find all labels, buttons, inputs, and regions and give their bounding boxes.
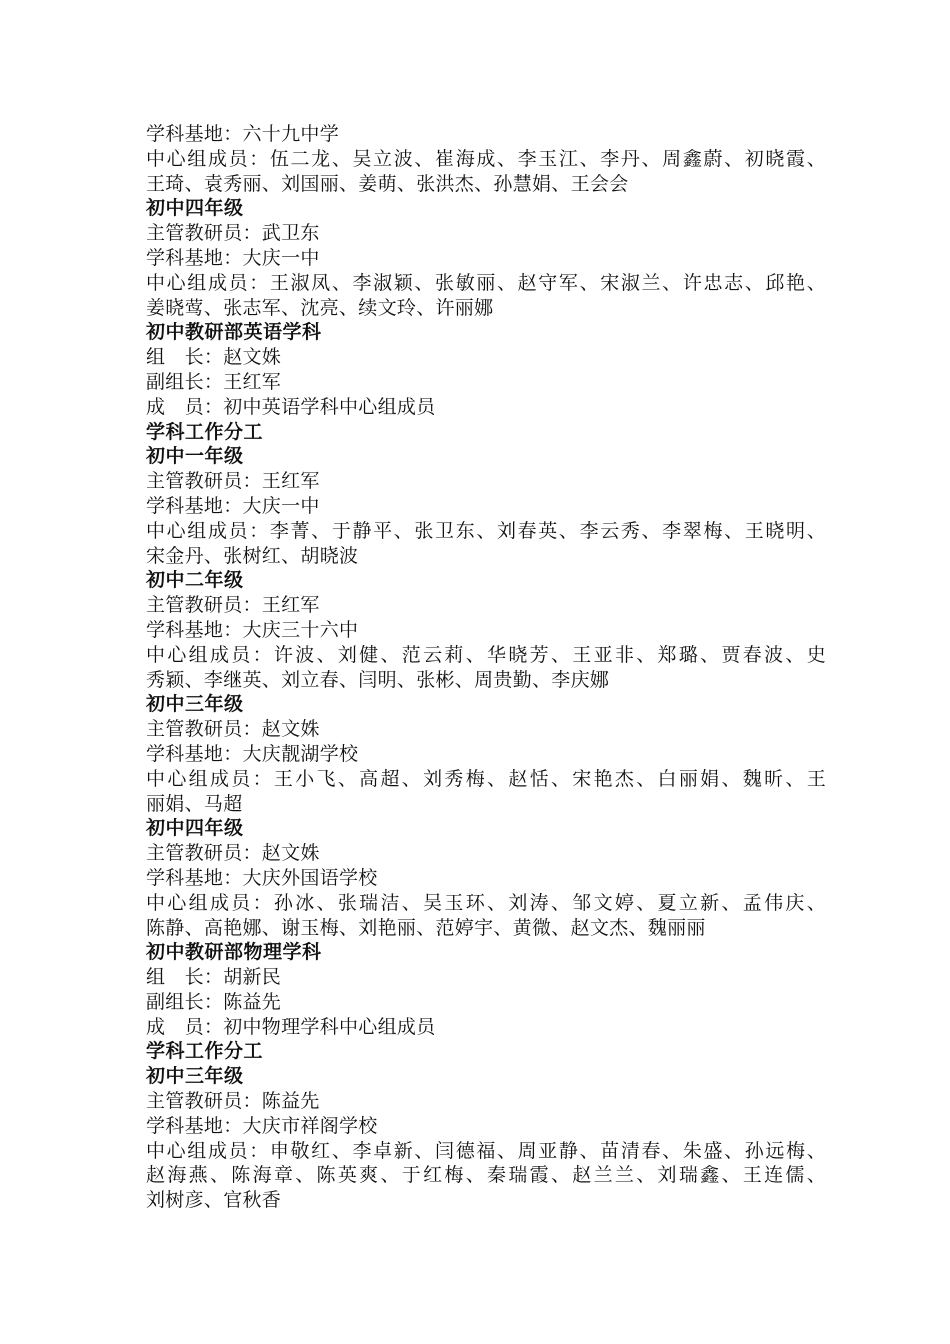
text-line: 刘树彦、官秋香: [146, 1189, 282, 1212]
text-line: 学科基地：大庆一中: [146, 246, 320, 269]
section-heading: 初中教研部英语学科: [146, 321, 322, 344]
text-line: 学科基地：大庆靓湖学校: [146, 742, 359, 765]
text-line: 主管教研员：陈益先: [146, 1090, 320, 1113]
document-page: [146, 122, 826, 1213]
text-line: 学科基地：大庆外国语学校: [146, 866, 378, 889]
text-line: 中心组成员：许波、刘健、范云莉、华晓芳、王亚非、郑璐、贾春波、史: [146, 643, 826, 666]
text-line: 秀颖、李继英、刘立春、闫明、张彬、周贵勤、李庆娜: [146, 668, 610, 691]
section-heading: 学科工作分工: [146, 1040, 264, 1063]
text-line: 主管教研员：武卫东: [146, 222, 320, 245]
text-line: 组 长：赵文姝: [146, 346, 282, 369]
text-line: 中心组成员：李菁、于静平、张卫东、刘春英、李云秀、李翠梅、王晓明、: [146, 519, 826, 542]
text-line: 成 员：初中物理学科中心组成员: [146, 1015, 436, 1038]
text-line: 主管教研员：赵文姝: [146, 842, 320, 865]
section-heading: 初中三年级: [146, 693, 244, 716]
text-line: 王琦、袁秀丽、刘国丽、姜萌、张洪杰、孙慧娟、王会会: [146, 172, 629, 195]
section-heading: 初中三年级: [146, 1065, 244, 1088]
text-line: 宋金丹、张树红、胡晓波: [146, 544, 359, 567]
section-heading: 初中四年级: [146, 817, 244, 840]
text-line: 中心组成员：伍二龙、吴立波、崔海成、李玉江、李丹、周鑫蔚、初晓霞、: [146, 147, 826, 170]
text-line: 副组长：陈益先: [146, 990, 282, 1013]
text-line: 陈静、高艳娜、谢玉梅、刘艳丽、范婷宇、黄微、赵文杰、魏丽丽: [146, 916, 706, 939]
text-line: 主管教研员：赵文姝: [146, 718, 320, 741]
text-line: 学科基地：六十九中学: [146, 123, 340, 145]
text-line: 主管教研员：王红军: [146, 594, 320, 617]
text-line: 姜晓莺、张志军、沈亮、续文玲、许丽娜: [146, 296, 494, 319]
section-heading: 学科工作分工: [146, 420, 264, 443]
text-line: 中心组成员：王淑凤、李淑颖、张敏丽、赵守军、宋淑兰、许忠志、邱艳、: [146, 271, 826, 294]
text-line: 丽娟、马超: [146, 792, 243, 815]
text-line: 中心组成员：申敬红、李卓新、闫德福、周亚静、苗清春、朱盛、孙远梅、: [146, 1139, 826, 1162]
section-heading: 初中二年级: [146, 569, 244, 592]
text-line: 学科基地：大庆一中: [146, 494, 320, 517]
section-heading: 初中一年级: [146, 445, 244, 468]
section-heading: 初中教研部物理学科: [146, 941, 322, 964]
text-line: 主管教研员：王红军: [146, 470, 320, 493]
section-heading: 初中四年级: [146, 197, 244, 220]
text-line: 组 长：胡新民: [146, 966, 282, 989]
text-line: 学科基地：大庆市祥阁学校: [146, 1114, 378, 1137]
text-line: 赵海燕、陈海章、陈英爽、于红梅、秦瑞霞、赵兰兰、刘瑞鑫、王连儒、: [146, 1164, 826, 1187]
text-line: 中心组成员：孙冰、张瑞洁、吴玉环、刘涛、邹文婷、夏立新、孟伟庆、: [146, 891, 826, 914]
text-line: 成 员：初中英语学科中心组成员: [146, 395, 436, 418]
text-line: 副组长：王红军: [146, 370, 282, 393]
text-line: 学科基地：大庆三十六中: [146, 618, 359, 641]
text-line: 中心组成员：王小飞、高超、刘秀梅、赵恬、宋艳杰、白丽娟、魏昕、王: [146, 767, 826, 790]
